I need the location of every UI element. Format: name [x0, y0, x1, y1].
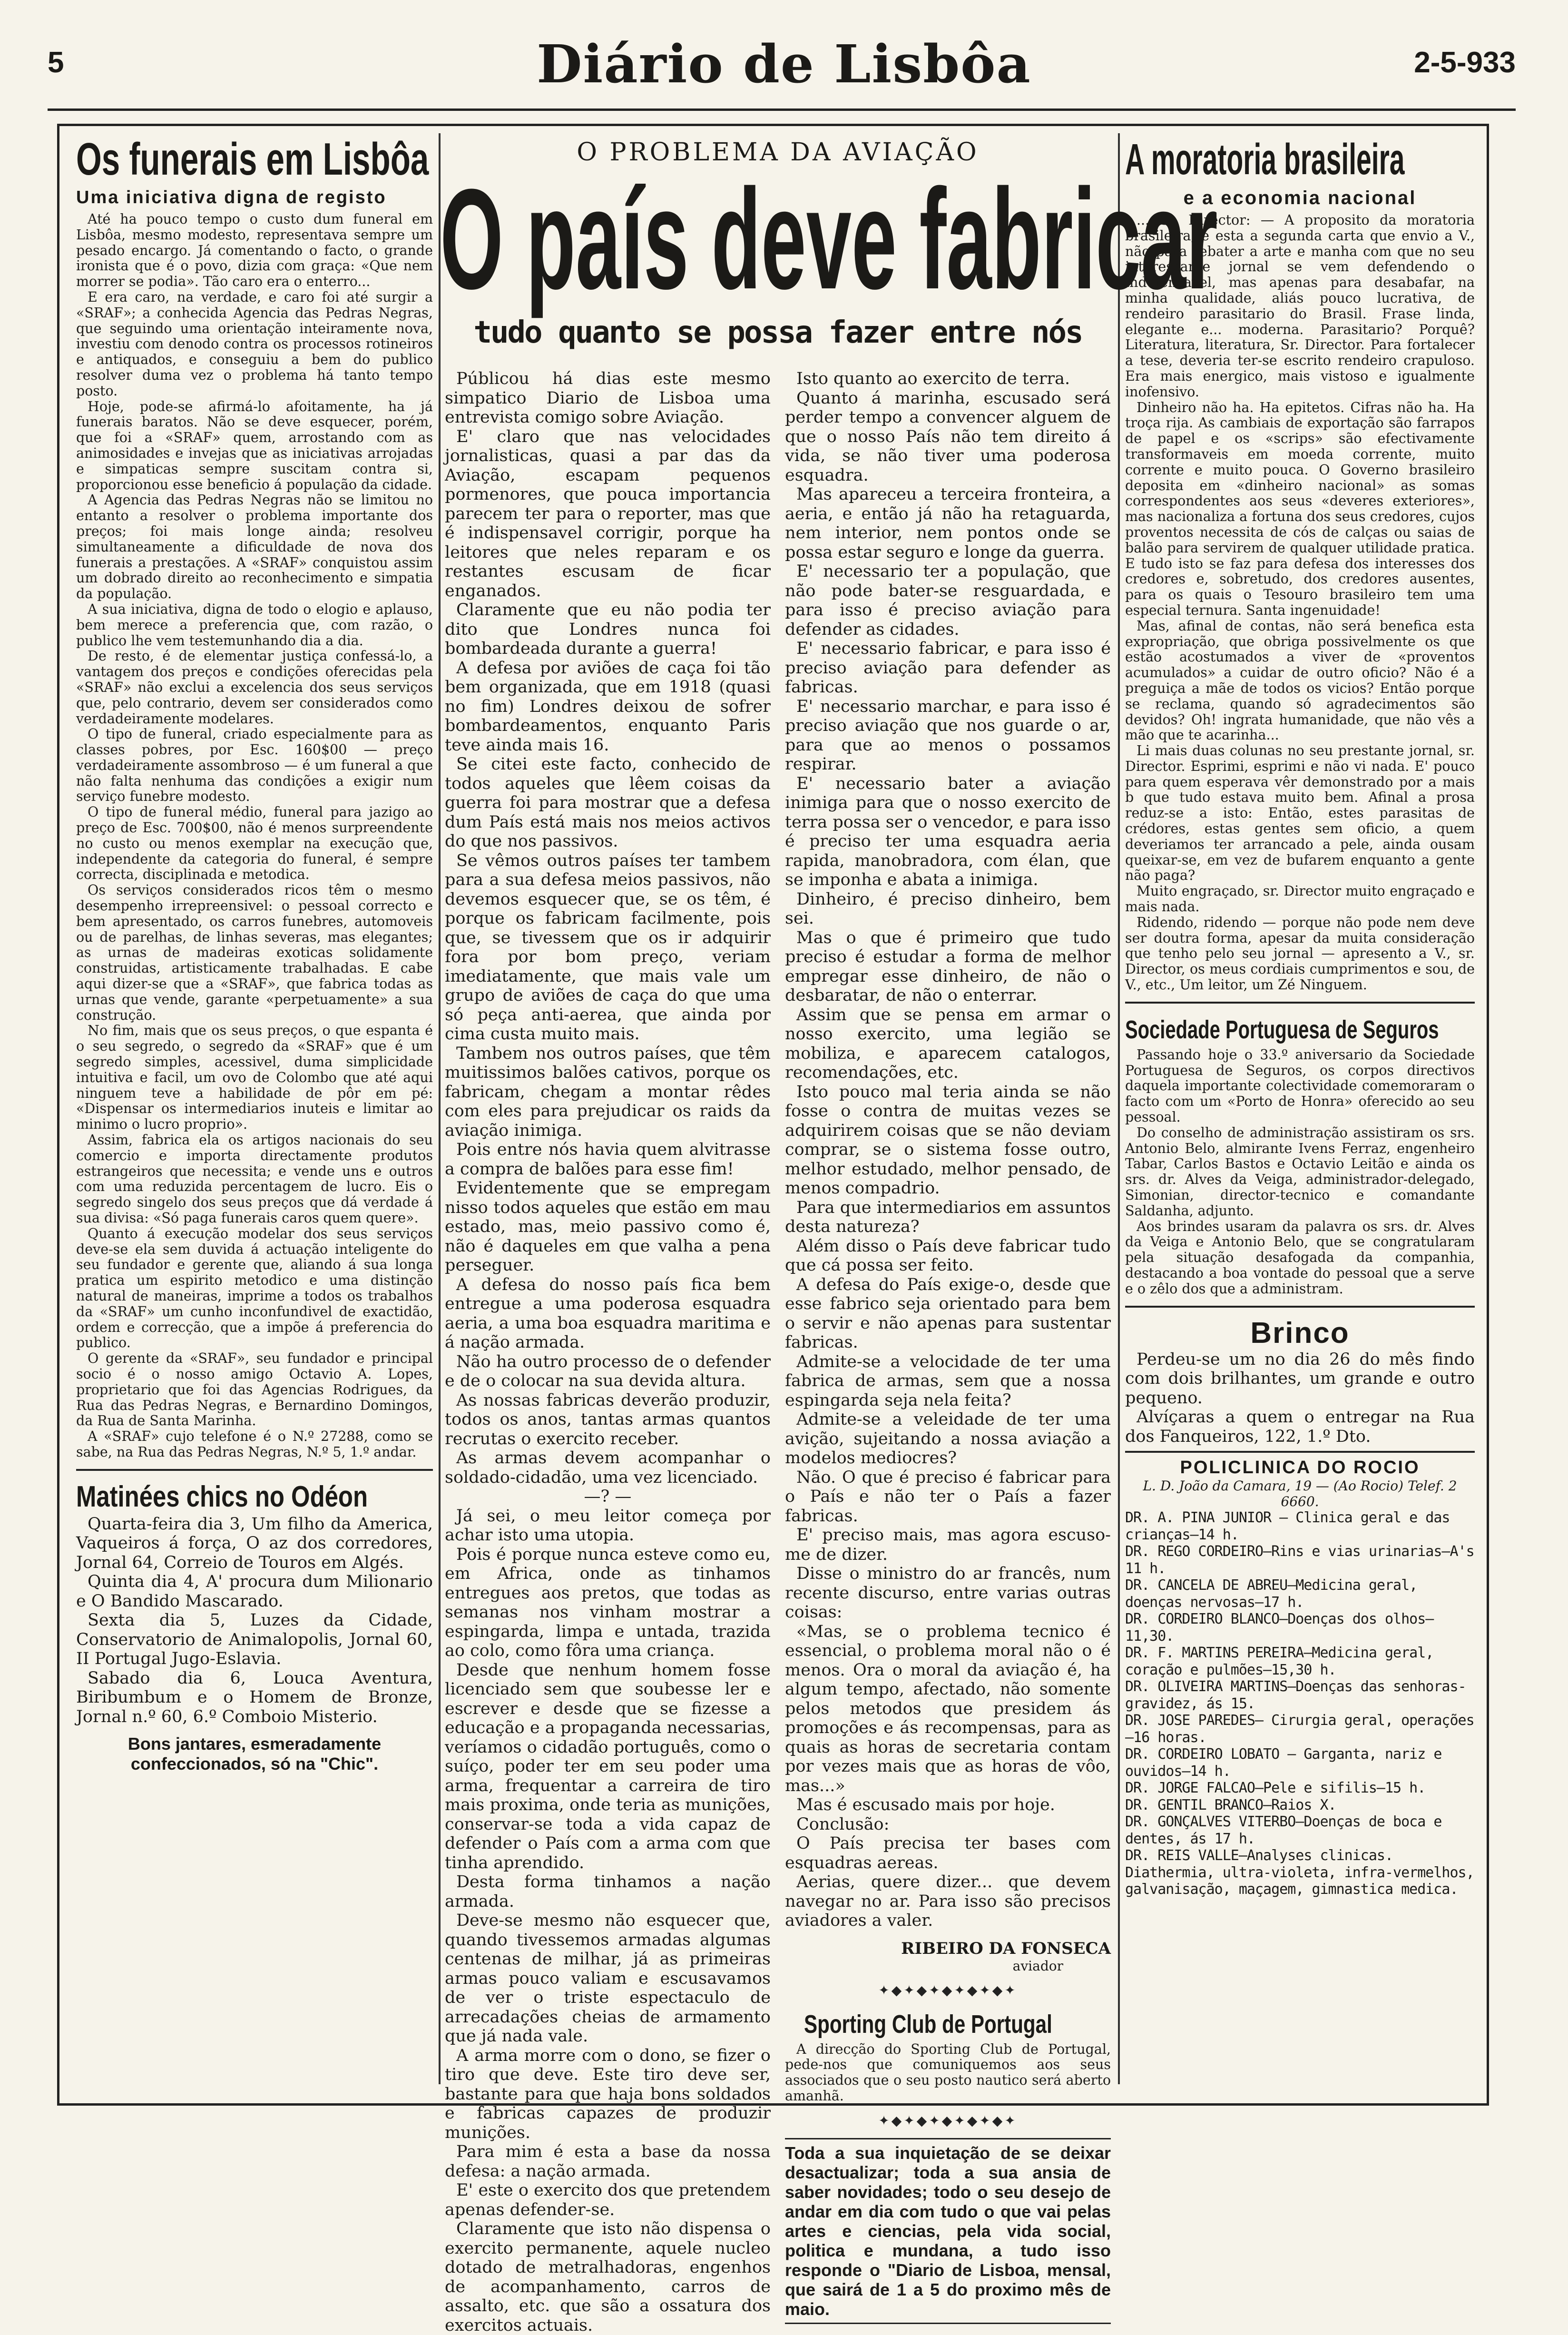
- paragraph: Passando hoje o 33.º aniversario da Sociedade Portuguesa de Seguros, os corpos directivos daquela importante colectividade comemoraram o facto com um «Porto de Honra» oferecido ao seu pessoal.: [1125, 1046, 1475, 1125]
- paragraph: Mas apareceu a terceira fronteira, a aeria, e então já não ha retaguarda, nem interior, nem pontos onde se possa estar seguro e longe da guerra.: [785, 485, 1111, 562]
- paragraph: Do conselho de administração assistiram os srs. Antonio Belo, almirante Ivens Ferraz, engenheiro Tabar, Carlos Bastos e Octavio Leitão e ainda os srs. dr. Alves da Veiga, administrador-delegado, Simonian, director-tecnico e comandante Saldanha, adjunto.: [1125, 1124, 1475, 1219]
- moratoria-headline: A moratoria brasileira: [1125, 135, 1405, 184]
- paragraph: Públicou há dias este mesmo simpatico Diario de Lisboa uma entrevista comigo sobre Aviação.: [445, 369, 771, 427]
- paragraph: E' necessario bater a aviação inimiga para que o nosso exercito de terra possa ser o vencedor, e para isso é preciso ter uma esquadra aeria rapida, manobradora, com élan, que se imponha e abata a inimiga.: [785, 774, 1111, 889]
- column-divider-right: [1118, 133, 1120, 2084]
- paragraph: No fim, mais que os seus preços, o que espanta é o seu segredo, o segredo da «SRAF» que é um segredo simples, acessivel, duma simplicidade intuitiva e facil, um ovo de Colombo que até aqui ninguem teve a habilidade de pôr em pé: «Dispensar os intermediarios inuteis e limitar ao minimo o lucro proprio».: [76, 1023, 433, 1133]
- paragraph: Até ha pouco tempo o custo dum funeral em Lisbôa, mesmo modesto, representava sempre um pesado encargo. Já comentando o facto, o grande ironista que é o povo, dizia com graça: «Que nem morrer se podia». Tão caro era o enterro...: [76, 211, 433, 290]
- masthead-rule: [48, 108, 1516, 111]
- paragraph: Não ha outro processo de o defender e de o colocar na sua devida altura.: [445, 1352, 771, 1390]
- paragraph: ... Sr. Director: — A proposito da moratoria brasileira, é esta a segunda carta que envio a V., não para rebater a arte e manha com que no seu interessante jornal se vem defendendo o indefensavel, mas apenas para desabafar, na minha qualidade, aliás pouco lucrativa, de rendeiro parasitario do Brasil. Frase linda, elegante e... moderna. Parasitario? Porquê? Literatura, literatura, Sr. Director. Para fortalecer a tese, deveria ter-se escrito rendeiro crapuloso. Era mais energico, mais vistoso e igualmente inofensivo.: [1125, 212, 1475, 400]
- paragraph: Disse o ministro do ar francês, num recente discurso, entre varias outras coisas:: [785, 1564, 1111, 1622]
- paragraph: A sua iniciativa, digna de todo o elogio e aplauso, bem merece a preferencia que, com razão, o publico lhe vem testemunhando dia a dia.: [76, 601, 433, 649]
- paragraph: —? —: [584, 1487, 632, 1506]
- paragraph: Desta forma tinhamos a nação armada.: [445, 1872, 771, 1911]
- ornament-divider: ✦◆✦◆✦◆✦◆✦◆✦: [878, 1982, 1018, 1998]
- paragraph: A defesa por aviões de caça foi tão bem organizada, que em 1918 (quasi no fim) Londres deixou de sofrer bombardeamentos, enquanto Paris teve ainda mais 16.: [445, 658, 771, 755]
- paragraph: Quanto á execução modelar dos seus serviços deve-se ela sem duvida á actuação inteligente do seu fundador e gerente que, aliando á sua longa pratica um espirito metodico e uma distinção natural de maneiras, imprime a todos os trabalhos da «SRAF» um cunho inconfundivel de exactidão, ordem e correcção, que a impõe á preferencia do publico.: [76, 1225, 433, 1351]
- paragraph: Admite-se a veleidade de ter uma avição, sujeitando a nossa aviação a modelos mediocres?: [785, 1410, 1111, 1468]
- newspaper-title: Diário de Lisbôa: [537, 33, 1031, 95]
- paragraph: Sabado dia 6, Louca Aventura, Biribumbum e o Homem de Bronze, Jornal n.º 60, 6.º Comboio Misterio.: [76, 1668, 433, 1726]
- paragraph: Claramente que isto não dispensa o exercito permanente, aquele nucleo dotado de metralhadoras, engenhos de acompanhamento, carros de assalto, etc. que são a ossatura dos exercitos actuais.: [445, 2219, 771, 2335]
- doctor-entry: DR. A. PINA JUNIOR — Clinica geral e das crianças—14 h.: [1125, 1509, 1450, 1543]
- doctor-entry: DR. CORDEIRO LOBATO — Garganta, nariz e ouvidos—14 h.: [1125, 1746, 1442, 1780]
- divider: [1125, 1002, 1475, 1004]
- paragraph: Quanto á marinha, escusado será perder tempo a convencer alguem de que o nosso País não tem direito á vida, se não tiver uma poderosa esquadra.: [785, 388, 1111, 485]
- paragraph: Não. O que é preciso é fabricar para o País e não ter o País a fazer fabricas.: [785, 1468, 1111, 1526]
- policlinica-doctors: [1125, 1509, 1475, 1898]
- paragraph: Se citei este facto, conhecido de todos aqueles que lêem coisas da guerra foi para mostrar que a defesa dum País está mais nos meios activos do que nos passivos.: [445, 755, 771, 851]
- paragraph: Isto pouco mal teria ainda se não fosse o contra de muitas vezes se adquirirem coisas que se não deviam comprar, se o sistema fosse outro, melhor estudado, melhor pensado, de menos compadrio.: [785, 1082, 1111, 1198]
- aviation-col-a: [445, 369, 771, 2335]
- paragraph: Dinheiro, é preciso dinheiro, bem sei.: [785, 889, 1111, 928]
- paragraph: E era caro, na verdade, e caro foi até surgir a «SRAF»; a conhecida Agencia das Pedras Negras, que seguindo uma orientação inteiramente nova, investiu com denodo contra os processos rotineiros e antiquados, e conseguiu a bem do publico resolver duma vez o problema há tanto tempo posto.: [76, 289, 433, 399]
- paragraph: Muito engraçado, sr. Director muito engraçado e mais nada.: [1125, 883, 1475, 915]
- paragraph: «Mas, se o problema tecnico é essencial, o problema moral não o é menos. Ora o moral da aviação é, ha algum tempo, afectado, não somente pelos metodos que presidem ás promoções e ás recompensas, para as quais as horas de secretaria contam por vezes mais que as horas de vôo, mas...»: [785, 1622, 1111, 1795]
- divider: [1125, 1306, 1475, 1308]
- doctor-entry: DR. OLIVEIRA MARTINS—Doenças das senhoras-gravidez, ás 15.: [1125, 1678, 1466, 1712]
- paragraph: E' necessario marchar, e para isso é preciso aviação que nos guarde o ar, para que ao menos o possamos respirar.: [785, 697, 1111, 774]
- author-title: aviador: [1012, 1958, 1063, 1974]
- paragraph: O tipo de funeral médio, funeral para jazigo ao preço de Esc. 700$00, não é menos surpreendente no custo ou menos exemplar na execução que, independente da categoria do funeral, é sempre correcta, disciplinada e metodica.: [76, 804, 433, 883]
- ornament-divider: ✦◆✦◆✦◆✦◆✦◆✦: [878, 2112, 1018, 2128]
- paragraph: Quarta-feira dia 3, Um filho da America, Vaqueiros á força, O az dos corredores, Jornal 64, Correio de Touros em Algés.: [76, 1514, 433, 1572]
- paragraph: Admite-se a velocidade de ter uma fabrica de armas, sem que a nossa espingarda seja nela feita?: [785, 1352, 1111, 1410]
- paragraph: E' necessario ter a população, que não pode bater-se resguardada, e para isso é preciso aviação para defender as cidades.: [785, 562, 1111, 639]
- funerais-headline: Os funerais em Lisbôa: [76, 134, 429, 185]
- paragraph: Dinheiro não ha. Ha epitetos. Cifras não ha. Ha troça rija. As cambiais de exportação são farrapos de papel e os «scrips» são efectivamente transformaveis em moeda corrente, muito corrente e muito pouca. O Governo brasileiro deposita em «dinheiro nacional» as somas correspondentes aos seus «deveres exteriores», mas nacionaliza a fortuna dos seus credores, cujos proventos necessita de cós de calças ou saias de balão para servirem de qualquer utilidade pratica. E tudo isto se faz para defesa dos interesses dos credores e, sobretudo, dos credores ausentes, para os quais o Tesouro brasileiro tem uma especial ternura. Santa ingenuidade!: [1125, 399, 1475, 618]
- paragraph: Se vêmos outros países ter tambem para a sua defesa meios passivos, não devemos esquecer que, se os têm, é porque os fabricam facilmente, pois que, se tivessem que os ir adquirir fora por bom preço, veriam imediatamente, que mais vale um grupo de aviões de caça do que uma só peça anti-aerea, que ainda por cima custa muito mais.: [445, 851, 771, 1044]
- moratoria-body: [1125, 213, 1475, 993]
- paragraph: A defesa do País exige-o, desde que esse fabrico seja orientado para bem o servir e não apenas para sustentar fabricas.: [785, 1275, 1111, 1352]
- paragraph: Para mim é esta a base da nossa defesa: a nação armada.: [445, 2142, 771, 2181]
- aviation-body: [445, 369, 1111, 2335]
- paragraph: Mas, afinal de contas, não será benefica esta expropriação, que obriga possivelmente os que estão acostumados a viver de «proventos acumulados» a cuidar de outro oficio? Não é a preguiça a mãe de todos os vicios? Então porque se reclama, quando só agradecimentos são devidos? Oh! ingrata humanidade, que não vês a mão que te acarinha...: [1125, 618, 1475, 743]
- paragraph: Quinta dia 4, A' procura dum Milionario e O Bandido Mascarado.: [76, 1572, 433, 1611]
- masthead: [0, 0, 1568, 124]
- doctor-entry: DR. F. MARTINS PEREIRA—Medicina geral, coração e pulmões—15,30 h.: [1125, 1645, 1434, 1678]
- paragraph: Li mais duas colunas no seu prestante jornal, sr. Director. Esprimi, esprimi e não vi nada. E' pouco para quem esperava vêr demonstrado por a mais b que tudo estava muito bem. Afinal a prosa reduz-se a isto: Então, estes parasitas de crédores, estas gentes sem oficio, a quem deveriamos ter arrancado a pele, ainda ousam queixar-se, em vez de bufarem enquanto a gente não paga?: [1125, 743, 1475, 884]
- issue-date: 2-5-933: [1414, 46, 1516, 79]
- doctor-entry: DR. GENTIL BRANCO—Raios X.: [1125, 1796, 1336, 1813]
- sporting-text: A direcção do Sporting Club de Portugal, pede-nos que comuniquemos aos seus associados que o seu posto nautico será aberto amanhã.: [785, 2041, 1111, 2104]
- paragraph: E' preciso mais, mas agora escuso-me de dizer.: [785, 1526, 1111, 1564]
- paragraph: E' necessario fabricar, e para isso é preciso aviação para defender as fabricas.: [785, 639, 1111, 697]
- paragraph: Os serviços considerados ricos têm o mesmo desempenho irrepreensivel: o pessoal correcto e bem apresentado, os carros funebres, automoveis ou de parelhas, de linhas severas, mas elegantes; as urnas de madeiras exoticas solidamente construidas, artisticamente trabalhadas. E cabe aqui dizer-se que a «SRAF», que fabrica todas as urnas que vende, garante «perpetuamente» a sua construção.: [76, 882, 433, 1023]
- policlinica-headline: POLICLINICA DO ROCIO: [1180, 1458, 1420, 1478]
- brinco-headline: Brinco: [1250, 1316, 1350, 1350]
- paragraph: A arma morre com o dono, se fizer o tiro que deve. Este tiro deve ser, bastante para que haja bons soldados e fabricas capazes de produzir munições.: [445, 2046, 771, 2142]
- paragraph: Conclusão:: [796, 1814, 890, 1834]
- paragraph: A defesa do nosso país fica bem entregue a uma poderosa esquadra aeria, a uma boa esquadra maritima e á nação armada.: [445, 1275, 771, 1352]
- paragraph: Evidentemente que se empregam nisso todos aqueles que estão em mau estado, mas, meio passivo como é, não é daqueles em que valha a pena perseguer.: [445, 1179, 771, 1275]
- policlinica-address: L. D. João da Camara, 19 — (Ao Rocio) Telef. 2 6660.: [1143, 1478, 1457, 1510]
- paragraph: Mas é escusado mais por hoje.: [796, 1795, 1055, 1814]
- paragraph: Pois entre nós havia quem alvitrasse a compra de balões para esse fim!: [445, 1140, 771, 1179]
- paragraph: Tambem nos outros países, que têm muitissimos balões cativos, porque os fabricam, chegam a montar rêdes com eles para prejudicar os raids da aviação inimiga.: [445, 1044, 771, 1140]
- center-column: [440, 133, 1218, 2335]
- promo-text: Toda a sua inquietação de se deixar desactualizar; toda a sua ansia de saber novidades; todo o seu desejo de andar em dia com tudo o que vai pelas artes e ciencias, pela vida social, politica e mundana, a tudo isso responde o "Diario de Lisboa, mensal, que sairá de 1 a 5 do proximo mês de maio.: [785, 2143, 1111, 2319]
- paragraph: Isto quanto ao exercito de terra.: [796, 369, 1070, 388]
- paragraph: As nossas fabricas deverão produzir, todos os anos, tantas armas quantos recrutas o exercito receber.: [445, 1390, 771, 1448]
- paragraph: Assim que se pensa em armar o nosso exercito, uma legião se mobiliza, e aparecem catalogos, recomendações, etc.: [785, 1005, 1111, 1082]
- matinees-body: [76, 1515, 433, 1727]
- chic-ad: Bons jantares, esmeradamente confeccionados, só na "Chic".: [127, 1734, 382, 1774]
- aviation-headline: O país deve fabricar: [440, 159, 1218, 319]
- doctor-entry: DR. CORDEIRO BLANCO—Doenças dos olhos—11,30.: [1125, 1611, 1434, 1645]
- divider: [76, 1469, 433, 1471]
- seguros-body: [1125, 1047, 1475, 1297]
- right-column: [1125, 133, 1475, 1898]
- aviation-kicker: O PROBLEMA DA AVIAÇÃO: [577, 138, 979, 167]
- paragraph: Mas o que é primeiro que tudo preciso é estudar a forma de melhor empregar esse dinheiro, de não o desbaratar, de não o enterrar.: [785, 928, 1111, 1005]
- paragraph: Assim, fabrica ela os artigos nacionais do seu comercio e importa directamente produtos estrangeiros que necessita; e vende uns e outros com uma reduzida percentagem de lucro. Eis o segredo singelo dos seus preços que dá verdade á sua divisa: «Só paga funerais caros quem quere».: [76, 1132, 433, 1226]
- paragraph: De resto, é de elementar justiça confessá-lo, a vantagem dos preços e condições oferecidas pela «SRAF» não exclui a excelencia dos seus serviços que, pelo contrario, devem ser considerados como verdadeiramente modelares.: [76, 648, 433, 727]
- doctor-entry: DR. CANCELA DE ABREU—Medicina geral, doenças nervosas—17 h.: [1125, 1577, 1418, 1611]
- doctor-entry: DR. JORGE FALCAO—Pele e sifilis—15 h.: [1125, 1780, 1426, 1797]
- paragraph: O gerente da «SRAF», seu fundador e principal socio é o nosso amigo Octavio A. Lopes, proprietario que foi das Agencias Rodrigues, da Rua das Pedras Negras, e Bernardino Domingos, da Rua de Santa Marinha.: [76, 1350, 433, 1429]
- paragraph: Deve-se mesmo não esquecer que, quando tivessemos armadas algumas centenas de milhar, já as primeiras armas pouco valiam e escusavamos de ver o triste espectaculo de arrecadações cheias de armamento que já nada vale.: [445, 1911, 771, 2046]
- left-column: [76, 133, 433, 1774]
- author-signature: RIBEIRO DA FONSECA: [901, 1939, 1111, 1958]
- paragraph: A «SRAF» cujo telefone é o N.º 27288, como se sabe, na Rua das Pedras Negras, N.º 5, 1.º andar.: [76, 1429, 433, 1460]
- paragraph: As armas devem acompanhar o soldado-cidadão, uma vez licenciado.: [445, 1448, 771, 1487]
- paragraph: Para que intermediarios em assuntos desta natureza?: [785, 1198, 1111, 1236]
- doctor-entry: DR. REIS VALLE—Analyses clinicas.: [1125, 1847, 1393, 1864]
- paragraph: E' este o exercito dos que pretendem apenas defender-se.: [445, 2181, 771, 2219]
- matinees-headline: Matinées chics no Odéon: [76, 1480, 368, 1513]
- paragraph: Aos brindes usaram da palavra os srs. dr. Alves da Veiga e Antonio Belo, que se congratularam pela situação desafogada da companhia, destacando a boa vontade do pessoal que a serve e o zêlo dos que a administram.: [1125, 1218, 1475, 1297]
- funerais-body: [76, 212, 433, 1460]
- paragraph: Ridendo, ridendo — porque não pode nem deve ser doutra forma, apesar da muita consideração que tenho pelo seu jornal — apresento a V., sr. Director, os meus cordiais cumprimentos e sou, de V., etc., Um leitor, um Zé Ninguem.: [1125, 914, 1475, 993]
- doctor-entry: DR. GONÇALVES VITERBO—Doenças de boca e dentes, ás 17 h.: [1125, 1813, 1442, 1847]
- brinco-text-2: Alvíçaras a quem o entregar na Rua dos Fanqueiros, 122, 1.º Dto.: [1125, 1408, 1475, 1446]
- column-divider-left: [439, 133, 441, 2084]
- moratoria-subhead: e a economia nacional: [1183, 187, 1417, 208]
- doctor-entry: DR. REGO CORDEIRO—Rins e vias urinarias—A's 11 h.: [1125, 1543, 1474, 1577]
- divider: [1125, 1451, 1475, 1453]
- funerais-subhead: Uma iniciativa digna de registo: [76, 187, 387, 207]
- paragraph: Pois é porque nunca esteve como eu, em Africa, onde as tinhamos entregues aos pretos, que todas as semanas nos vinham mostrar a espingarda, limpa e untada, trazida ao colo, como fôra uma criança.: [445, 1545, 771, 1660]
- page-number: 5: [48, 46, 64, 79]
- brinco-text: Perdeu-se um no dia 26 do mês findo com dois brilhantes, um grande e outro pequeno.: [1125, 1350, 1475, 1408]
- paragraph: O tipo de funeral, criado especialmente para as classes pobres, por Esc. 160$00 — preço verdadeiramente assombroso — é um funeral a que não falta nenhuma das condições a exigir num serviço funebre modesto.: [76, 726, 433, 805]
- paragraph: Hoje, pode-se afirmá-lo afoitamente, ha já funerais baratos. Não se deve esquecer, porém, que foi a «SRAF» quem, arrostando com as animosidades e invejas que as iniciativas arrojadas e simpaticas sempre suscitam contra si, proporcionou esse beneficio á população da cidade.: [76, 398, 433, 493]
- aviation-deck: tudo quanto se possa fazer entre nós: [473, 315, 1082, 350]
- paragraph: O País precisa ter bases com esquadras aereas.: [785, 1834, 1111, 1872]
- paragraph: A Agencia das Pedras Negras não se limitou no entanto a resolver o problema importante dos preços; foi mais longe ainda; resolveu simultaneamente a dificuldade de nova dos funerais a prestações. A «SRAF» conquistou assim um dobrado direito ao reconhecimento e simpatia da população.: [76, 492, 433, 602]
- paragraph: Aerias, quere dizer... que devem navegar no ar. Para isso são precisos aviadores a valer.: [785, 1872, 1111, 1930]
- doctor-entry: DR. JOSE PAREDES— Cirurgia geral, operações—16 horas.: [1125, 1712, 1474, 1746]
- paragraph: Sexta dia 5, Luzes da Cidade, Conservatorio de Animalopolis, Jornal 60, II Portugal Jugo-Eslavia.: [76, 1611, 433, 1669]
- seguros-headline: Sociedade Portuguesa de Seguros: [1125, 1015, 1439, 1044]
- sporting-headline: Sporting Club de Portugal: [804, 2010, 1052, 2039]
- paragraph: E' claro que nas velocidades jornalisticas, quasi a par das da Aviação, escapam pequenos pormenores, que pouca importancia parecem ter para o reporter, mas que é indispensavel corrigir, porque ha leitores que neles reparam e os restantes escusam de ficar enganados.: [445, 427, 771, 601]
- paragraph: Além disso o País deve fabricar tudo que cá possa ser feito.: [785, 1236, 1111, 1275]
- paragraph: Desde que nenhum homem fosse licenciado sem que soubesse ler e escrever e desde que se fizesse a educação e a propaganda necessarias, veríamos o cidadão português, como o suíço, poder ter em seu poder uma arma, frequentar a carreira de tiro mais proxima, onde teria as munições, conservar-se toda a vida capaz de defender o País com a arma com que tinha aprendido.: [445, 1660, 771, 1872]
- doctor-entry: Diathermia, ultra-violeta, infra-vermelhos, galvanisação, maçagem, gimnastica medica.: [1125, 1864, 1474, 1898]
- promo-box: [785, 2138, 1111, 2324]
- paragraph: Claramente que eu não podia ter dito que Londres nunca foi bombardeada durante a guerra!: [445, 601, 771, 658]
- aviation-col-b: [785, 369, 1111, 2335]
- paragraph: Já sei, o meu leitor começa por achar isto uma utopia.: [445, 1506, 771, 1545]
